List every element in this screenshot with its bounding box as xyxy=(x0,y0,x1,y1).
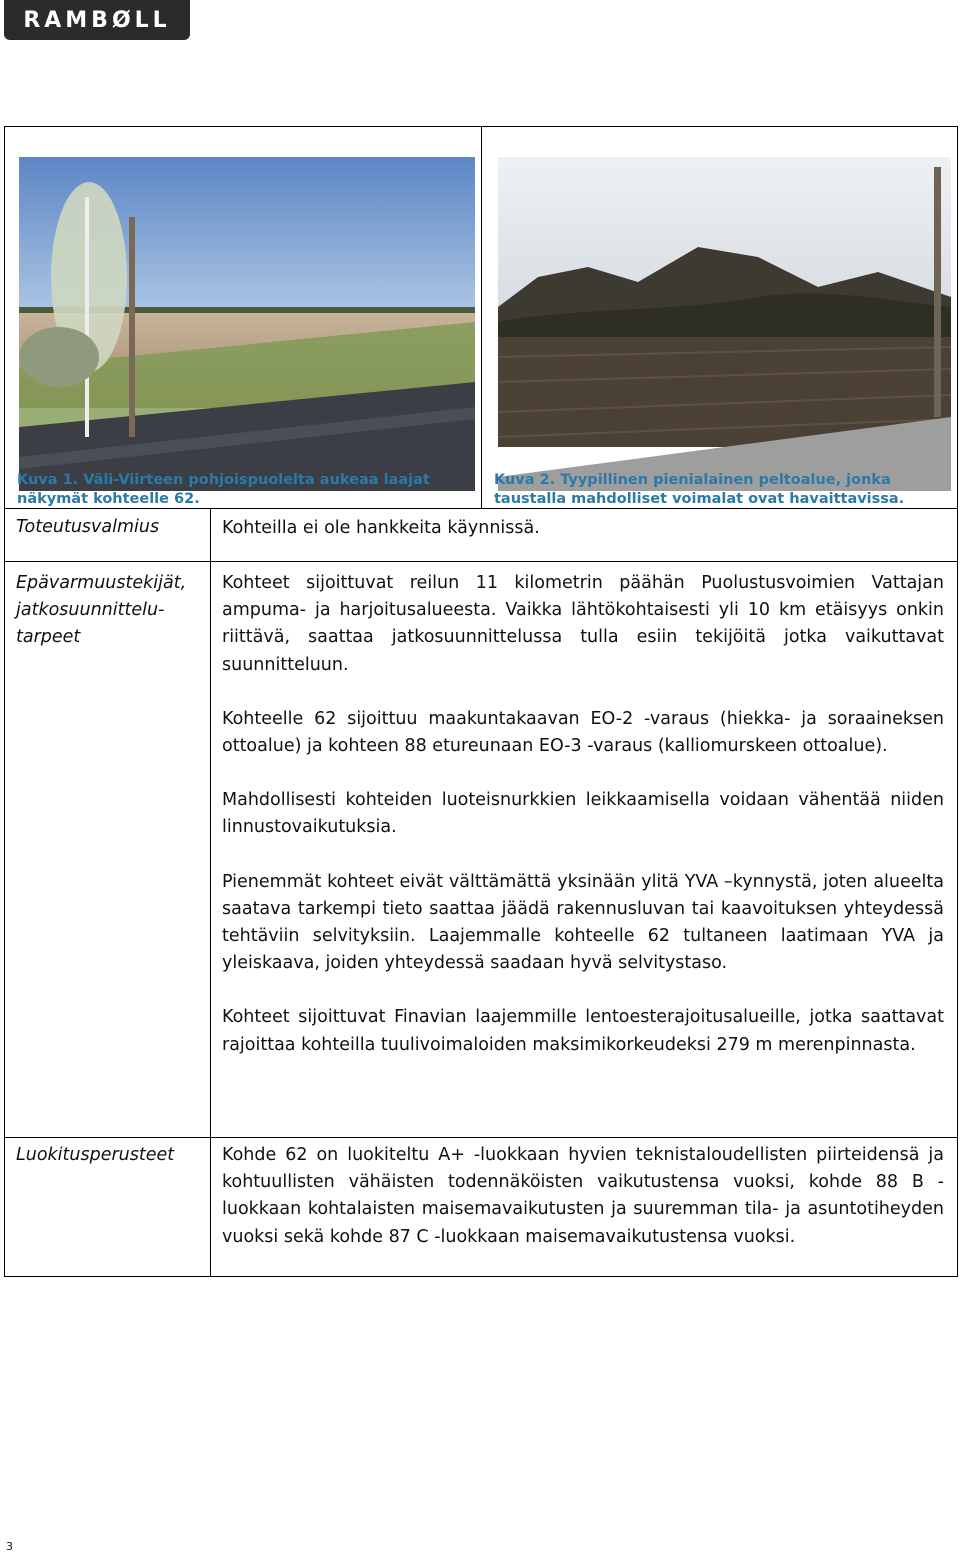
rambll-logo xyxy=(4,0,190,40)
row-label-epavarmuustekijat xyxy=(16,570,186,651)
logo-text: RAMBØLL xyxy=(23,7,171,33)
paragraph: Mahdollisesti kohteiden luoteisnurkkien leikkaamisella voidaan vähentää niiden linnustovaikutuksia. xyxy=(222,790,944,838)
row-text-epavarmuustekijat xyxy=(222,570,944,1086)
figure-2-caption-line-1: Kuva 2. Tyypillinen pienialainen peltoalue, jonka xyxy=(494,472,891,488)
paragraph: Kohde 62 on luokiteltu A+ -luokkaan hyvien teknistaloudellisten piirteidensä ja kohtuullisten vähäisten todennäköisten vaikutustensa vuoksi, kohde 88 B -luokkaan kohtalaisten maisemavaikutusten ja suuremman tila- ja asuntotiheyden vuoksi sekä kohde 87 C -luokkaan maisemavaikutustensa vuoksi. xyxy=(222,1145,944,1247)
photo-table xyxy=(4,126,958,509)
paragraph: Pienemmät kohteet eivät välttämättä yksinään ylitä YVA –kynnystä, joten alueelta saatava tarkempi tieto saattaa jäädä rakennusluvan tai kaavoituksen yhteydessä tehtäviin selvityksiin. Laajemmalle kohteelle 62 tultaneen laatimaan YVA ja yleiskaava, joiden yhteydessä saadaan hyvä selvitystaso. xyxy=(222,871,944,974)
figure-1-caption-line-1: Kuva 1. Väli-Viirteen pohjoispuolelta aukeaa laajat xyxy=(17,472,430,488)
figure-1-cell xyxy=(5,127,482,508)
row-label-toteutusvalmius: Toteutusvalmius xyxy=(16,517,160,537)
table-row-divider-2 xyxy=(4,1137,958,1138)
page-number: 3 xyxy=(6,1540,13,1553)
paragraph: Kohteilla ei ole hankkeita käynnissä. xyxy=(222,518,540,538)
figure-1-caption-line-2: näkymät kohteelle 62. xyxy=(17,491,200,507)
figure-2-caption xyxy=(494,471,904,509)
figure-2-caption-line-2: taustalla mahdolliset voimalat ovat havaittavissa. xyxy=(494,491,905,507)
row-label-line: jatkosuunnittelu- xyxy=(16,600,165,620)
figure-2-photo xyxy=(498,157,951,491)
paragraph: Kohteet sijoittuvat Finavian laajemmille lentoesterajoitusalueille, jotka saattavat rajoittaa kohteilla tuulivoimaloiden maksimikorkeudeksi 279 m merenpinnasta. xyxy=(222,1007,944,1055)
table-column-divider xyxy=(210,509,211,1277)
table-border-left xyxy=(4,509,5,1277)
row-label-line: Epävarmuustekijät, xyxy=(16,573,187,593)
figure-2-cell xyxy=(482,127,957,508)
paragraph: Kohteet sijoittuvat reilun 11 kilometrin päähän Puolustusvoimien Vattajan ampuma- ja harjoitusalueesta. Vaikka lähtökohtaisesti yli 10 km etäisyys onkin riittävä, saattaa jatkosuunnittelussa tulla esiin tekijöitä jotka vaikuttavat suunnitteluun. xyxy=(222,573,944,675)
row-text-toteutusvalmius xyxy=(222,515,944,569)
table-border-right xyxy=(957,509,958,1277)
figure-1-photo xyxy=(19,157,475,491)
row-label-line: tarpeet xyxy=(16,627,81,647)
figure-1-caption xyxy=(17,471,430,509)
paragraph: Kohteelle 62 sijoittuu maakuntakaavan EO-2 -varaus (hiekka- ja soraaineksen ottoalue) ja kohteen 88 etureunaan EO-3 -varaus (kalliomurskeen ottoalue). xyxy=(222,708,944,757)
row-text-luokitusperusteet xyxy=(222,1142,944,1278)
row-label-luokitusperusteet: Luokitusperusteet xyxy=(16,1145,175,1165)
